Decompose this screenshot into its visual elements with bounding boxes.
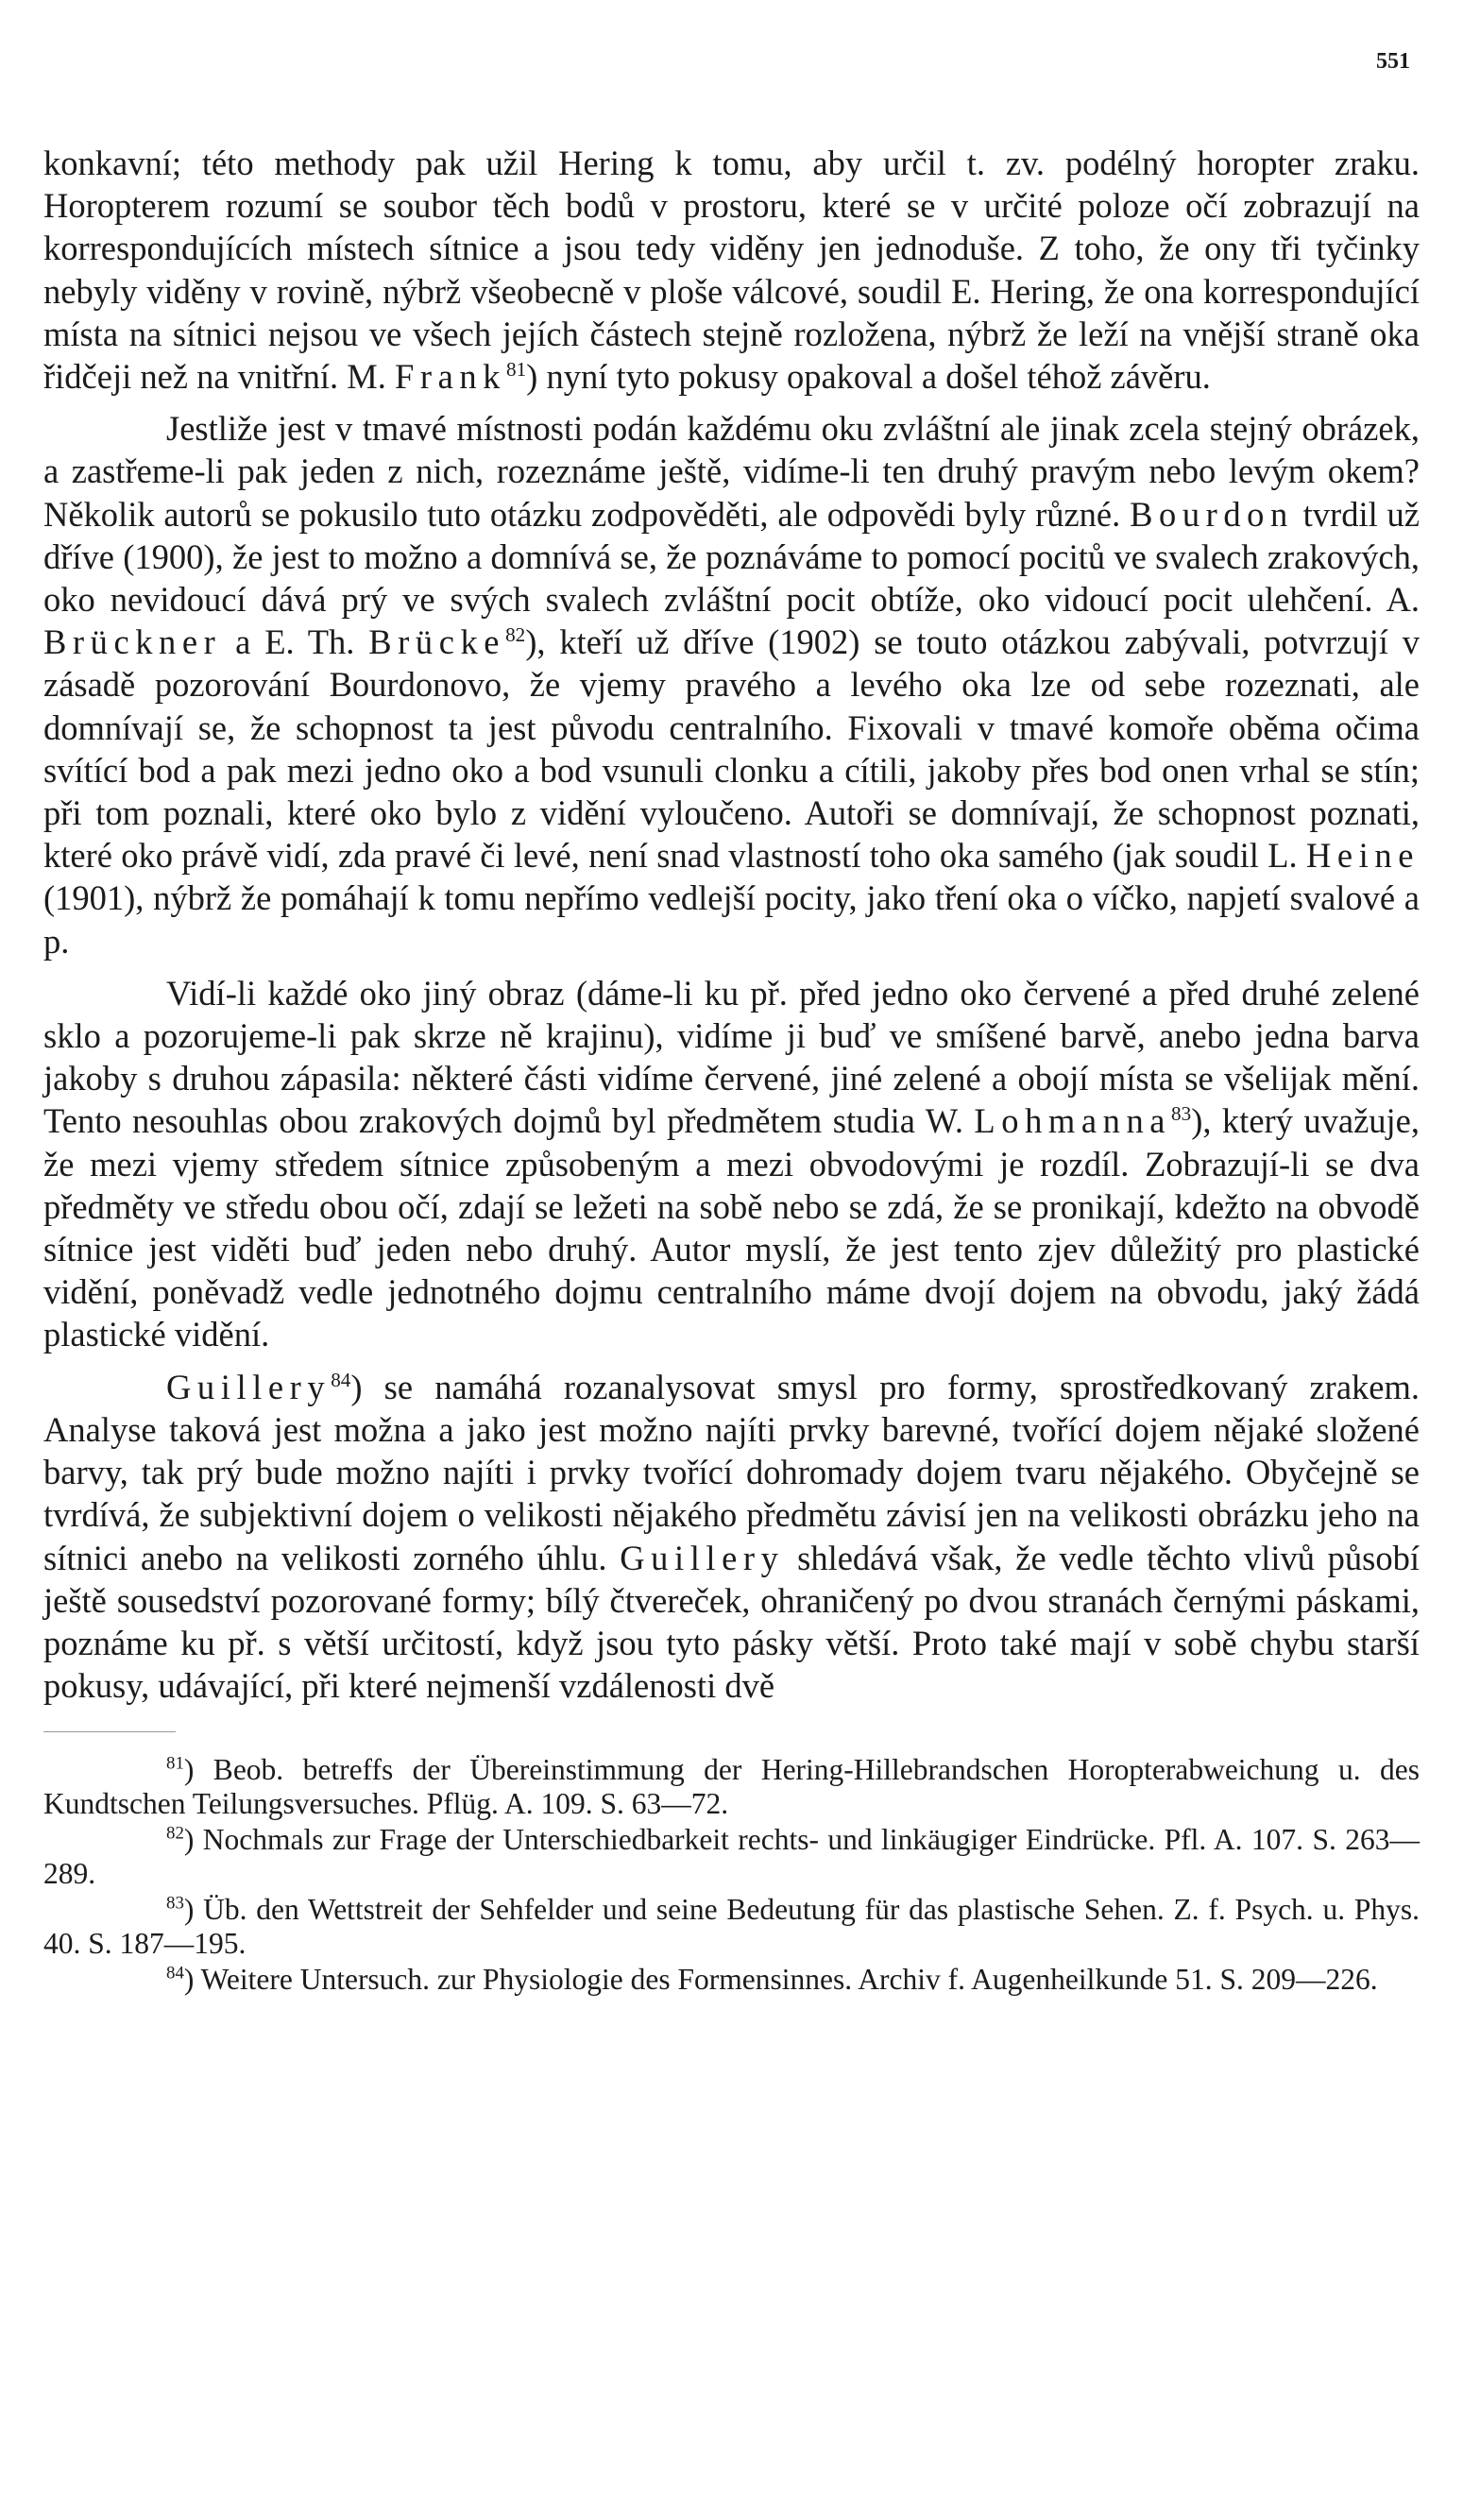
footnote-number: 81 xyxy=(166,1753,184,1774)
footnote xyxy=(43,1963,1420,1997)
text-run: ) nyní tyto pokusy opakoval a došel téhož závěru. xyxy=(526,357,1211,397)
footnote-marker: 84 xyxy=(331,1368,351,1391)
author-name: Guillery xyxy=(620,1538,785,1577)
footnote-text: ) Nochmals zur Frage der Unterschiedbarkeit rechts- und linkäugiger Eindrücke. Pfl. A. 107. S. 263—289. xyxy=(43,1823,1420,1891)
author-name: Bourdon xyxy=(1130,494,1294,534)
footnote xyxy=(43,1893,1420,1961)
author-name: Frank xyxy=(395,357,507,397)
text-run: Jestliže jest v tmavé místnosti podán každému oku zvláštní ale jinak zcela stejný obrázek, a zastřeme-li pak jeden z nich, rozeznáme ještě, vidíme-li ten druhý pravým nebo levým okem? Několik autorů se pokusilo tuto otázku zodpověděti, ale odpovědi byly různé. xyxy=(43,409,1420,534)
footnote xyxy=(43,1823,1420,1891)
footnote-text: ) Üb. den Wettstreit der Sehfelder und seine Bedeutung für das plastische Sehen. Z. f. Psych. u. Phys. 40. S. 187—195. xyxy=(43,1893,1420,1961)
page-body xyxy=(43,142,1420,1999)
main-text xyxy=(43,142,1420,1707)
author-name: Lohmanna xyxy=(974,1101,1172,1141)
paragraph xyxy=(43,407,1420,962)
footnote-number: 84 xyxy=(166,1963,184,1984)
text-run: a E. Th. xyxy=(221,622,369,662)
footnote-text: ) Weitere Untersuch. zur Physiologie des Formensinnes. Archiv f. Augenheilkunde 51. S. 209—226. xyxy=(183,1963,1378,1997)
text-run: (1901), nýbrž že pomáhají k tomu nepřímo vedlejší pocity, jako tření oka o víčko, napjetí svalové a p. xyxy=(43,878,1420,961)
footnote-text: ) Beob. betreffs der Übereinstimmung der Hering-Hillebrandschen Horopterabweichung u. des Kundtschen Teilungsversuches. Pflüg. A. 109. S. 63—72. xyxy=(43,1753,1420,1821)
paragraph xyxy=(43,142,1420,398)
author-name: Heine xyxy=(1305,836,1420,876)
footnotes xyxy=(43,1753,1420,1997)
footnote-marker: 83 xyxy=(1171,1102,1192,1126)
footnote-number: 83 xyxy=(166,1893,184,1914)
footnote-marker: 82 xyxy=(505,623,526,647)
footnote-marker: 81 xyxy=(506,357,527,381)
text-run: tvrdil už dříve (1900), že jest to možno a domnívá se, že poznáváme to pomocí pocitů ve svalech zrakových, oko nevidoucí dává prý ve svých svalech zvláštní pocit obtíže, oko vidoucí pocit ulehčení. A. xyxy=(43,494,1420,620)
author-name: Brücke xyxy=(368,622,506,662)
text-run: Vidí-li každé oko jiný obraz (dáme-li ku př. před jedno oko červené a před druhé zelené sklo a pozorujeme-li pak skrze ně krajinu), vidíme ji buď ve smíšené barvě, anebo jedna barva jakoby s druhou zápasila: některé části vidíme červené, jiné zelené a obojí místa se všelijak mění. Tento nesouhlas obou zrakových dojmů byl předmětem studia W. xyxy=(43,973,1420,1141)
footnote-separator xyxy=(43,1731,176,1732)
text-run: ) se namáhá rozanalysovat smysl pro formy, sprostředkovaný zrakem. Analyse taková jest možna a jako jest možno najíti prvky barevné, tvořící dojem nějaké složené barvy, tak prý bude možno najíti i prvky tvořící dohromady dojem tvaru nějakého. Obyčejně se tvrdívá, že subjektivní dojem o velikosti nějakého předmětu závisí jen na velikosti obrázku jeho na sítnici anebo na velikosti zorného úhlu. xyxy=(43,1367,1420,1577)
page-number: 551 xyxy=(1376,49,1410,74)
paragraph xyxy=(43,1366,1420,1708)
paragraph xyxy=(43,972,1420,1356)
text-run: shledává však, že vedle těchto vlivů působí ještě sousedství pozorované formy; bílý čtvereček, ohraničený po dvou stranách černými páskami, poznáme ku př. s větší určitostí, když jsou tyto pásky větší. Proto také mají v sobě chybu starší pokusy, udávající, při které nejmenší vzdálenosti dvě xyxy=(43,1538,1420,1706)
text-run: konkavní; této methody pak užil Hering k tomu, aby určil t. zv. podélný horopter zraku. Horopterem rozumí se soubor těch bodů v prostoru, které se v určité poloze očí zobrazují na korrespondujících místech sítnice a jsou tedy viděny jen jednoduše. Z toho, že ony tři tyčinky nebyly viděny v rovině, nýbrž všeobecně v ploše válcové, soudil E. Hering, že ona korrespondující místa na sítnici nejsou ve všech jejích částech stejně rozložena, nýbrž že leží na vnější straně oka řidčeji než na vnitřní. M. xyxy=(43,144,1420,397)
text-run: ), kteří už dříve (1902) se touto otázkou zabývali, potvrzují v zásadě pozorování Bourdonovo, že vjemy pravého a levého oka lze od sebe rozeznati, ale domnívají se, že schopnost ta jest původu centralního. Fixovali v tmavé komoře oběma očima svítící bod a pak mezi jedno oko a bod vsunuli clonku a cítili, jakoby přes bod onen vrhal se stín; při tom poznali, které oko bylo z vidění vyloučeno. Autoři se domnívají, že schopnost poznati, které oko právě vidí, zda pravé či levé, není snad vlastností toho oka samého (jak soudil L. xyxy=(43,622,1420,876)
text-run: ), který uvažuje, že mezi vjemy středem sítnice způsobeným a mezi obvodovými je rozdíl. Zobrazují-li se dva předměty ve středu obou očí, zdají se ležeti na sobě nebo se zdá, že se pronikají, kdežto na obvodě sítnice jest viděti buď jeden nebo druhý. Autor myslí, že jest tento zjev důležitý pro plastické vidění, poněvadž vedle jednotného dojmu centralního máme dvojí dojem na obvodu, jaký žádá plastické vidění. xyxy=(43,1101,1420,1354)
footnote xyxy=(43,1753,1420,1821)
author-name: Guillery xyxy=(166,1367,332,1406)
footnote-number: 82 xyxy=(166,1823,184,1844)
author-name: Brückner xyxy=(43,622,222,662)
